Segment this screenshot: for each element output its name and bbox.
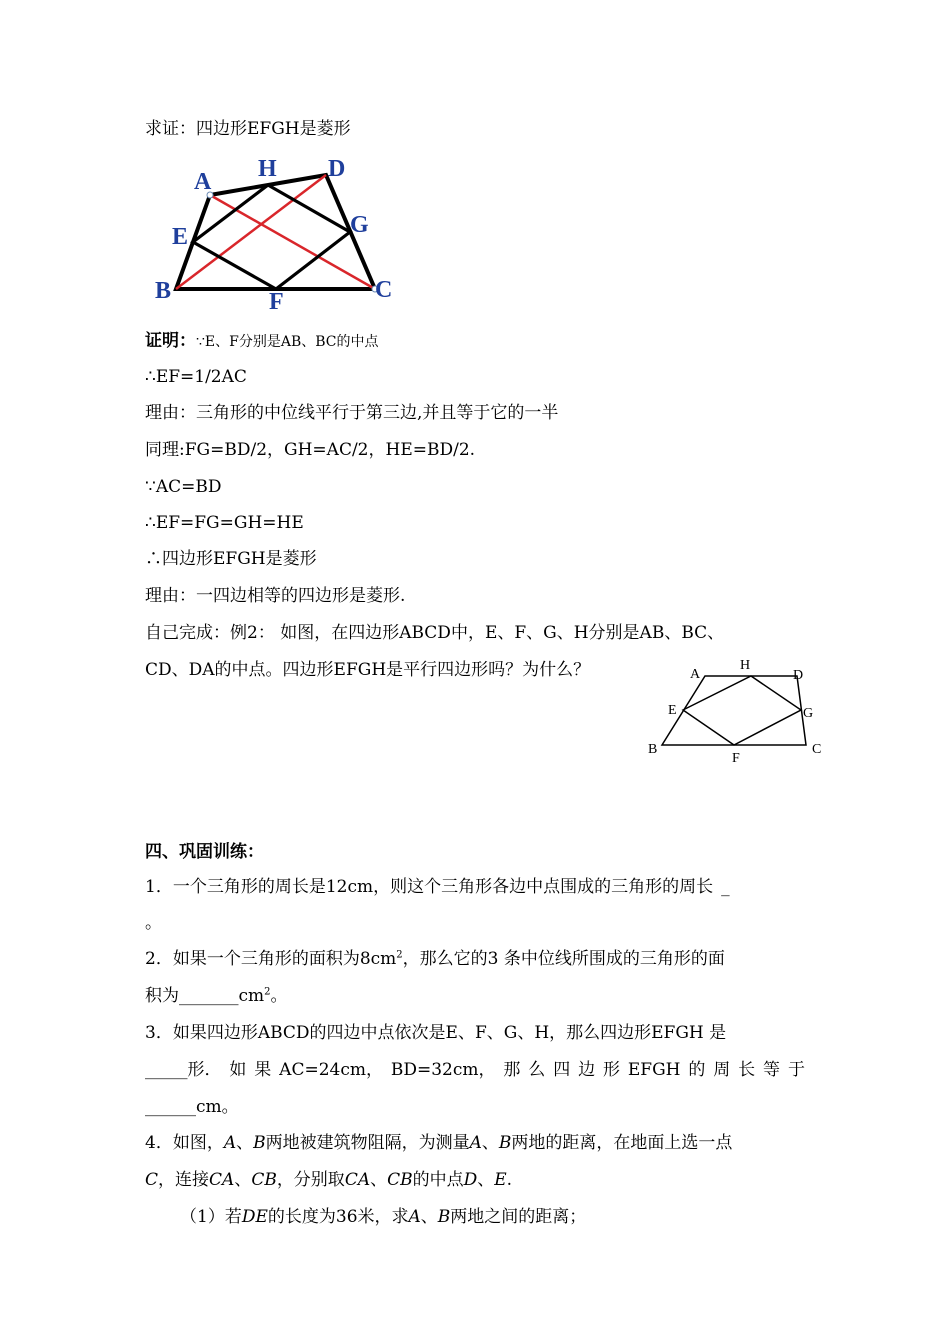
quadrilateral-efgh — [193, 185, 350, 289]
label-a: A — [194, 169, 212, 195]
quadrilateral-efgh — [683, 676, 801, 745]
label-f: F — [732, 751, 740, 766]
quadrilateral-figure-2 — [640, 652, 840, 767]
label-e: E — [668, 703, 677, 718]
rhombus-figure-1 — [150, 152, 400, 317]
label-d: D — [793, 668, 804, 683]
label-h: H — [740, 658, 751, 673]
proof-line-6: ∴四边形EFGH是菱形 — [145, 549, 317, 569]
label-e: E — [172, 224, 189, 250]
proof-line-2: 理由：三角形的中位线平行于第三边,并且等于它的一半 — [145, 403, 559, 423]
label-g: G — [350, 212, 369, 238]
question-2: 2．如果一个三角形的面积为$8cm^2$，那么它的3 条中位线所围成的三角形的面 — [145, 949, 725, 969]
label-h: H — [258, 156, 277, 182]
example2-line-1: 自己完成：例2： 如图，在四边形ABCD中，E、F、G、H分别是AB、BC、 — [145, 623, 725, 643]
label-c: C — [812, 742, 822, 757]
label-f: F — [269, 289, 284, 315]
question-4-sub-1: （1）若DE的长度为36米，求A、B两地之间的距离； — [180, 1207, 587, 1227]
label-g: G — [803, 706, 814, 721]
question-1: 1．一个三角形的周长是12cm，则这个三角形各边中点围成的三角形的周长 _ — [145, 877, 730, 897]
question-3-line-3: ______cm。 — [145, 1097, 239, 1117]
section-4-heading: 四、巩固训练： — [145, 842, 264, 862]
example2-line-2: CD、DA的中点。四边形EFGH是平行四边形吗？为什么？ — [145, 660, 591, 680]
question-2-line-2: 积为$\_\_\_\_\_\_\_cm^2$。 — [145, 986, 288, 1006]
label-c: C — [375, 277, 393, 303]
label-b: B — [648, 742, 658, 757]
question-1-end: 。 — [145, 913, 162, 933]
proof-given: 证明：∵E、F分别是AB、BC的中点 — [145, 331, 379, 351]
proof-line-7: 理由：一四边相等的四边形是菱形. — [145, 586, 406, 606]
label-b: B — [155, 278, 172, 304]
given-statement: 求证：四边形EFGH是菱形 — [145, 119, 351, 139]
question-4-line-2: C，连接CA、CB，分别取CA、CB的中点D、E. — [145, 1170, 513, 1190]
proof-line-3: 同理:FG=BD/2，GH=AC/2，HE=BD/2. — [145, 440, 476, 460]
proof-line-4: ∵AC=BD — [145, 477, 222, 497]
proof-line-1: ∴EF=1/2AC — [145, 367, 247, 387]
question-3: 3．如果四边形ABCD的四边中点依次是E、F、G、H，那么四边形EFGH 是 — [145, 1023, 727, 1043]
question-3-line-2: _____形． 如 果 AC=24cm， BD=32cm， 那 么 四 边 形 EFGH 的 周 长 等 于 — [145, 1060, 805, 1080]
proof-line-5: ∴EF=FG=GH=HE — [145, 513, 304, 533]
label-d: D — [328, 156, 346, 182]
question-4: 4．如图，A、B两地被建筑物阻隔，为测量A、B两地的距离，在地面上选一点 — [145, 1133, 733, 1153]
label-a: A — [690, 667, 701, 682]
